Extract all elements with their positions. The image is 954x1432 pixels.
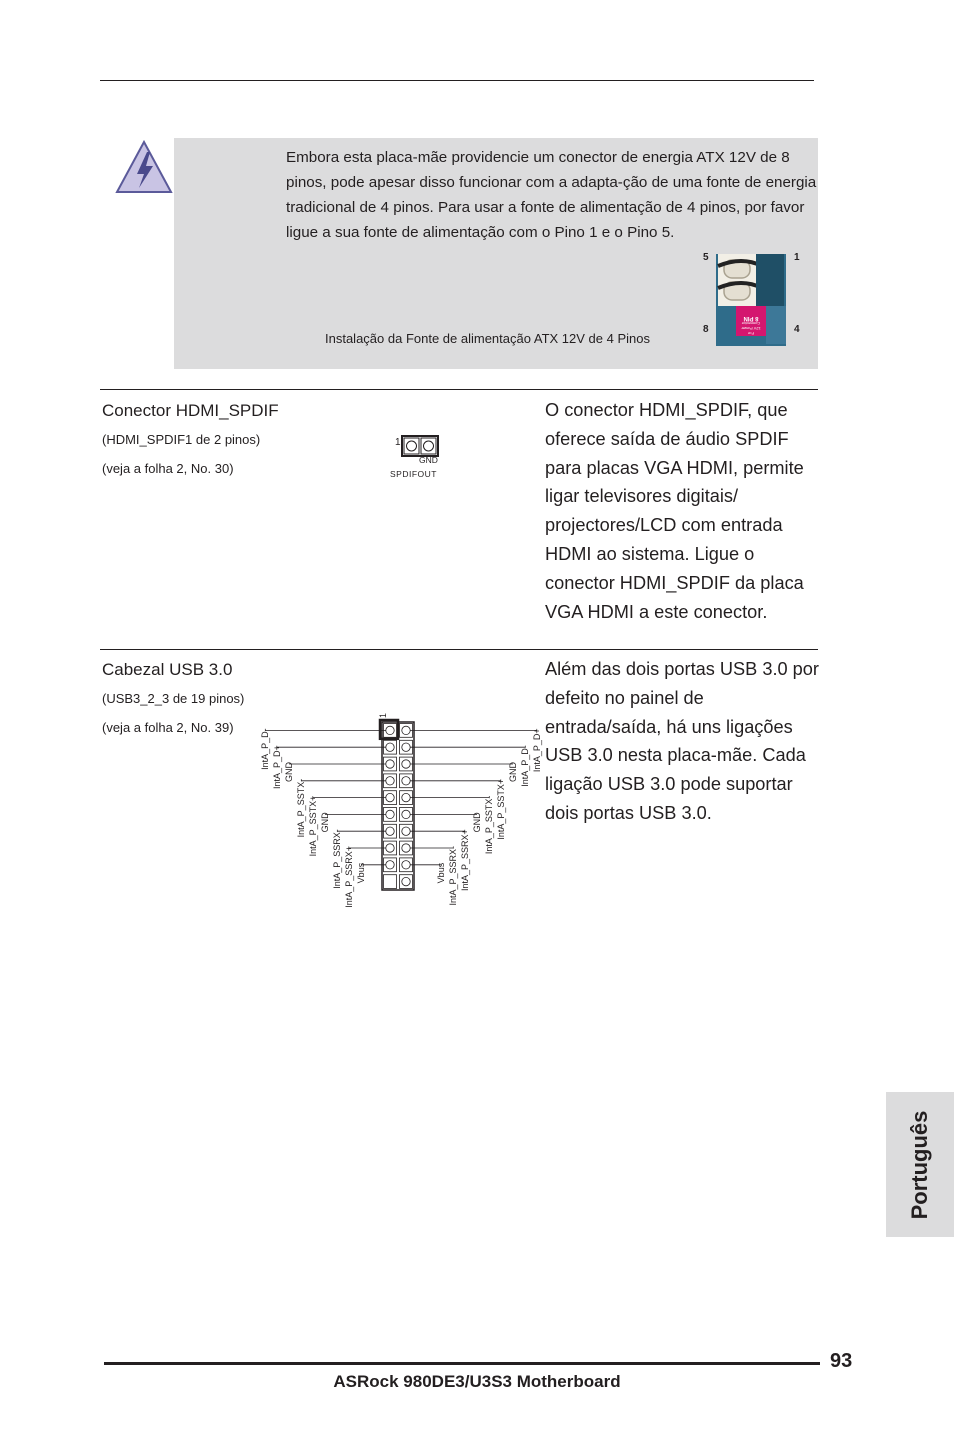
top-rule [100, 80, 814, 81]
note-text: Embora esta placa-mãe providencie um conector de energia ATX 12V de 8 pinos, pode apesar disso funcionar com a adapta-ção de uma fonte de energia tradicional de 4 pinos. Para usar a fonte de alimentação de 4 pinos, por favor ligue a sua fonte de alimentação com o Pino 1 e o Pino 5. [286, 149, 817, 241]
hdmi-spdifout-label: SPDIFOUT [390, 469, 437, 479]
hdmi-ref: (veja a folha 2, No. 30) [102, 461, 234, 476]
usb-right-pin-label: IntA_P_SSRX- [448, 846, 458, 906]
footer-rule [104, 1362, 820, 1365]
pin-label-8: 8 [703, 324, 709, 335]
usb-left-pin-label: GND [320, 812, 330, 833]
footer-title: ASRock 980DE3/U3S3 Motherboard [333, 1372, 621, 1391]
hdmi-pin1-label: 1 [395, 437, 401, 448]
hdmi-pins: (HDMI_SPDIF1 de 2 pinos) [102, 432, 261, 447]
hdmi-spdif-diagram [388, 433, 448, 483]
usb-right-pin-label: Vbus [436, 862, 446, 884]
usb-title: Cabezal USB 3.0 [102, 660, 233, 679]
usb-right-pin-label: GND [508, 762, 518, 782]
usb3-header-diagram [255, 712, 545, 927]
note-caption: Instalação da Fonte de alimentação ATX 12V de 4 Pinos [325, 331, 650, 346]
hdmi-title: Conector HDMI_SPDIF [102, 401, 279, 420]
language-tab [886, 1092, 954, 1237]
pin-label-4: 4 [794, 324, 800, 335]
usb-left-pin-label: IntA_P_SSRX+ [344, 846, 354, 908]
pin-label-5: 5 [703, 252, 709, 263]
usb-description: Além das dois portas USB 3.0 por defeito no painel de entrada/saída, há uns ligações USB 3.0 nesta placa-mãe. Cada ligação USB 3.0 pode suportar dois portas USB 3.0. [545, 659, 819, 823]
usb-left-pin-label: IntA_P_SSRX- [332, 829, 342, 889]
usb-pin1-label: 1 [378, 712, 388, 718]
usb-right-pin-label: IntA_P_SSRX+ [460, 829, 470, 891]
page-number: 93 [830, 1350, 853, 1372]
usb-left-pin-label: IntA_P_D+ [272, 745, 282, 789]
warning-icon [113, 138, 175, 198]
language-tab-label: Português [907, 1110, 932, 1219]
usb-header-body [382, 722, 414, 890]
hdmi-gnd-label: GND [419, 455, 438, 465]
usb-left-pin-label: Vbus [356, 862, 366, 884]
usb-left-pin-label: IntA_P_SSTX+ [308, 795, 318, 857]
hdmi-section-rule [100, 389, 818, 390]
usb-right-pin-label: GND [472, 812, 482, 833]
usb-pins: (USB3_2_3 de 19 pinos) [102, 691, 245, 706]
usb-right-pin-label: IntA_P_SSTX+ [496, 778, 506, 840]
usb-left-pin-label: IntA_P_D- [260, 728, 270, 770]
usb-left-pin-label: IntA_P_SSTX- [296, 778, 306, 838]
usb-section-rule [100, 649, 818, 650]
usb-ref: (veja a folha 2, No. 39) [102, 720, 234, 735]
atx-connector-photo [702, 248, 812, 348]
usb-right-pin-label: IntA_P_D- [520, 745, 530, 787]
hdmi-description: O conector HDMI_SPDIF, que oferece saída de áudio SPDIF para placas VGA HDMI, permite ligar televisores digitais/ projectores/LCD com entrada HDMI ao sistema. Ligue o conector HDMI_SPDIF da placa VGA HDMI a este conector. [545, 400, 804, 622]
usb-right-pin-label: IntA_P_SSTX- [484, 795, 494, 855]
usb-right-pin-label: IntA_P_D+ [532, 728, 542, 773]
connector-sticker: For 12V Power Connector 8 PIN [741, 315, 761, 336]
usb-left-pin-label: GND [284, 762, 294, 782]
pin-label-1: 1 [794, 252, 800, 263]
